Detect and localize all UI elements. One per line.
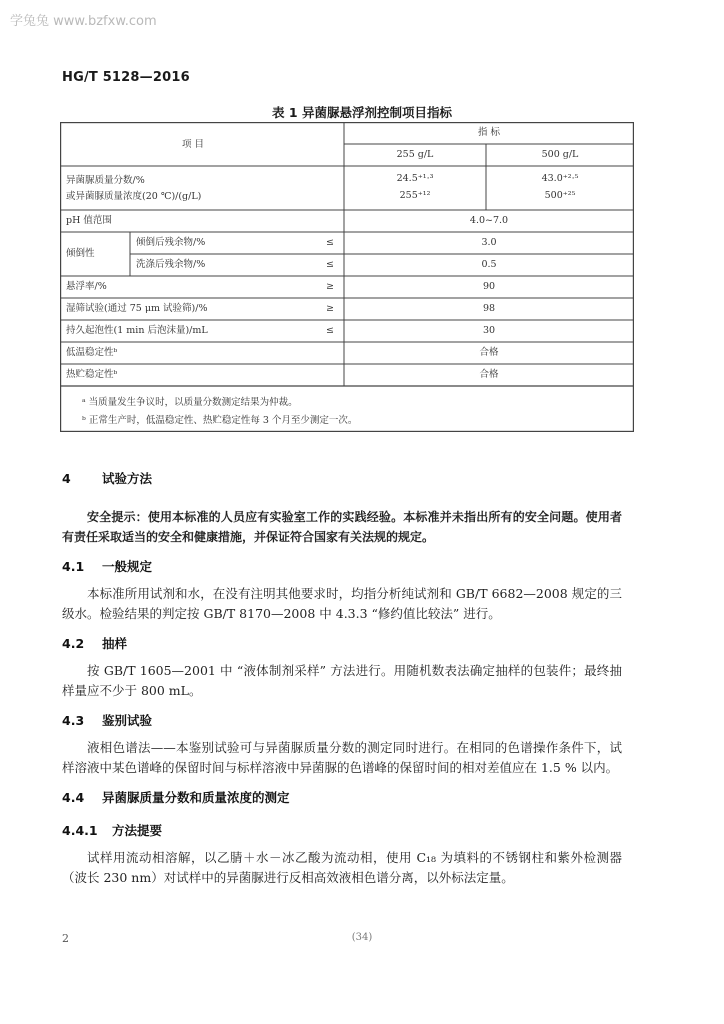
suspend-value: 90 (482, 281, 496, 292)
section-4-2-text: 按 GB/T 1605—2001 中 “液体制剂采样” 方法进行。用随机数表法确定抽样的包装件；最终抽样量应不少于 800 mL。 (62, 663, 622, 698)
foam-value: 30 (482, 325, 496, 336)
pour-residue-label: 倾倒后残余物/% (136, 237, 206, 248)
ph-label: pH 值范围 (66, 215, 112, 226)
section-number: 4.2 (62, 636, 85, 651)
section-4-1-text: 本标准所用试剂和水，在没有注明其他要求时，均指分析纯试剂和 GB/T 6682—2008 规定的三级水。检验结果的判定按 GB/T 8170—2008 中 4.3.3 “修约值比较法” 进行。 (62, 586, 622, 621)
section-title: 方法提要 (112, 823, 163, 838)
section-number: 4.4 (62, 790, 85, 805)
section-4-2-heading (62, 634, 127, 652)
section-4-4-1-text: 试样用流动相溶解，以乙腈＋水－冰乙酸为流动相，使用 C₁₈ 为填料的不锈钢柱和紫外检测器（波长 230 nm）对试样中的异菌脲进行反相高效液相色谱分离，以外标法定量。 (62, 850, 622, 885)
section-4-3-text: 液相色谱法——本鉴别试验可与异菌脲质量分数的测定同时进行。在相同的色谱操作条件下，试样溶液中某色谱峰的保留时间与标样溶液中异菌脲的色谱峰的保留时间的相对差值应在 1.5 % 以内。 (62, 740, 622, 775)
mass-concentration-label: 或异菌脲质量浓度(20 ℃)/(g/L) (66, 191, 202, 202)
wash-residue-value: 0.5 (481, 259, 497, 270)
wet-sieve-label: 湿筛试验(通过 75 μm 试验筛)/% (66, 303, 208, 314)
ph-value: 4.0~7.0 (469, 215, 509, 226)
wet-sieve-value: 98 (482, 303, 496, 314)
wet-sieve-cmp: ≥ (326, 303, 334, 314)
pour-label: 倾倒性 (66, 248, 95, 259)
table-caption: 表 1 异菌脲悬浮剂控制项目指标 (272, 105, 452, 120)
page-number: 2 (62, 932, 69, 945)
foam-cmp: ≤ (326, 325, 334, 336)
section-title: 鉴别试验 (102, 713, 153, 728)
heat-value: 合格 (479, 369, 499, 380)
foam-label: 持久起泡性(1 min 后泡沫量)/mL (66, 325, 208, 336)
table-grid (60, 122, 634, 432)
section-number: 4 (62, 471, 71, 486)
section-4-heading (62, 469, 152, 487)
section-number: 4.1 (62, 559, 85, 574)
section-title: 一般规定 (102, 559, 153, 574)
mass-concentration-255: 255⁺¹² (399, 190, 431, 201)
section-title: 抽样 (102, 636, 128, 651)
low-temp-value: 合格 (479, 347, 499, 358)
pour-residue-value: 3.0 (481, 237, 497, 248)
section-title: 试验方法 (102, 471, 153, 486)
watermark-text: 学兔兔 www.bzfxw.com (10, 14, 157, 29)
low-temp-label: 低温稳定性ᵇ (66, 347, 118, 358)
header-index: 指 标 (477, 127, 501, 138)
table-note-a: ᵃ 当质量发生争议时，以质量分数测定结果为仲裁。 (82, 397, 298, 408)
wash-residue-label: 洗涤后残余物/% (136, 259, 206, 270)
header-item: 项 目 (182, 139, 205, 150)
section-title: 异菌脲质量分数和质量浓度的测定 (102, 790, 290, 805)
pour-residue-cmp: ≤ (326, 237, 334, 248)
standard-number: HG/T 5128—2016 (62, 70, 190, 85)
spec-table (60, 122, 634, 432)
mass-fraction-255: 24.5⁺¹·³ (396, 173, 434, 184)
mass-fraction-500: 43.0⁺²·⁵ (541, 173, 579, 184)
header-500: 500 g/L (541, 149, 579, 160)
suspend-label: 悬浮率/% (66, 281, 107, 292)
section-4-1-heading (62, 557, 152, 575)
safety-notice: 安全提示：使用本标准的人员应有实验室工作的实践经验。本标准并未指出所有的安全问题。使用者有责任采取适当的安全和健康措施，并保证符合国家有关法规的规定。 (62, 510, 622, 544)
heat-label: 热贮稳定性ᵇ (66, 369, 118, 380)
section-4-3-heading (62, 711, 152, 729)
header-255: 255 g/L (396, 149, 434, 160)
suspend-cmp: ≥ (326, 281, 334, 292)
mass-concentration-500: 500⁺²⁵ (544, 190, 576, 201)
wash-residue-cmp: ≤ (326, 259, 334, 270)
table-note-b: ᵇ 正常生产时，低温稳定性、热贮稳定性每 3 个月至少测定一次。 (82, 415, 358, 426)
section-number: 4.4.1 (62, 823, 98, 838)
footer-center-number: (34) (351, 932, 373, 943)
section-4-4-1-heading (62, 821, 162, 839)
mass-fraction-label: 异菌脲质量分数/% (66, 175, 145, 186)
section-4-4-heading (62, 788, 290, 806)
section-number: 4.3 (62, 713, 85, 728)
